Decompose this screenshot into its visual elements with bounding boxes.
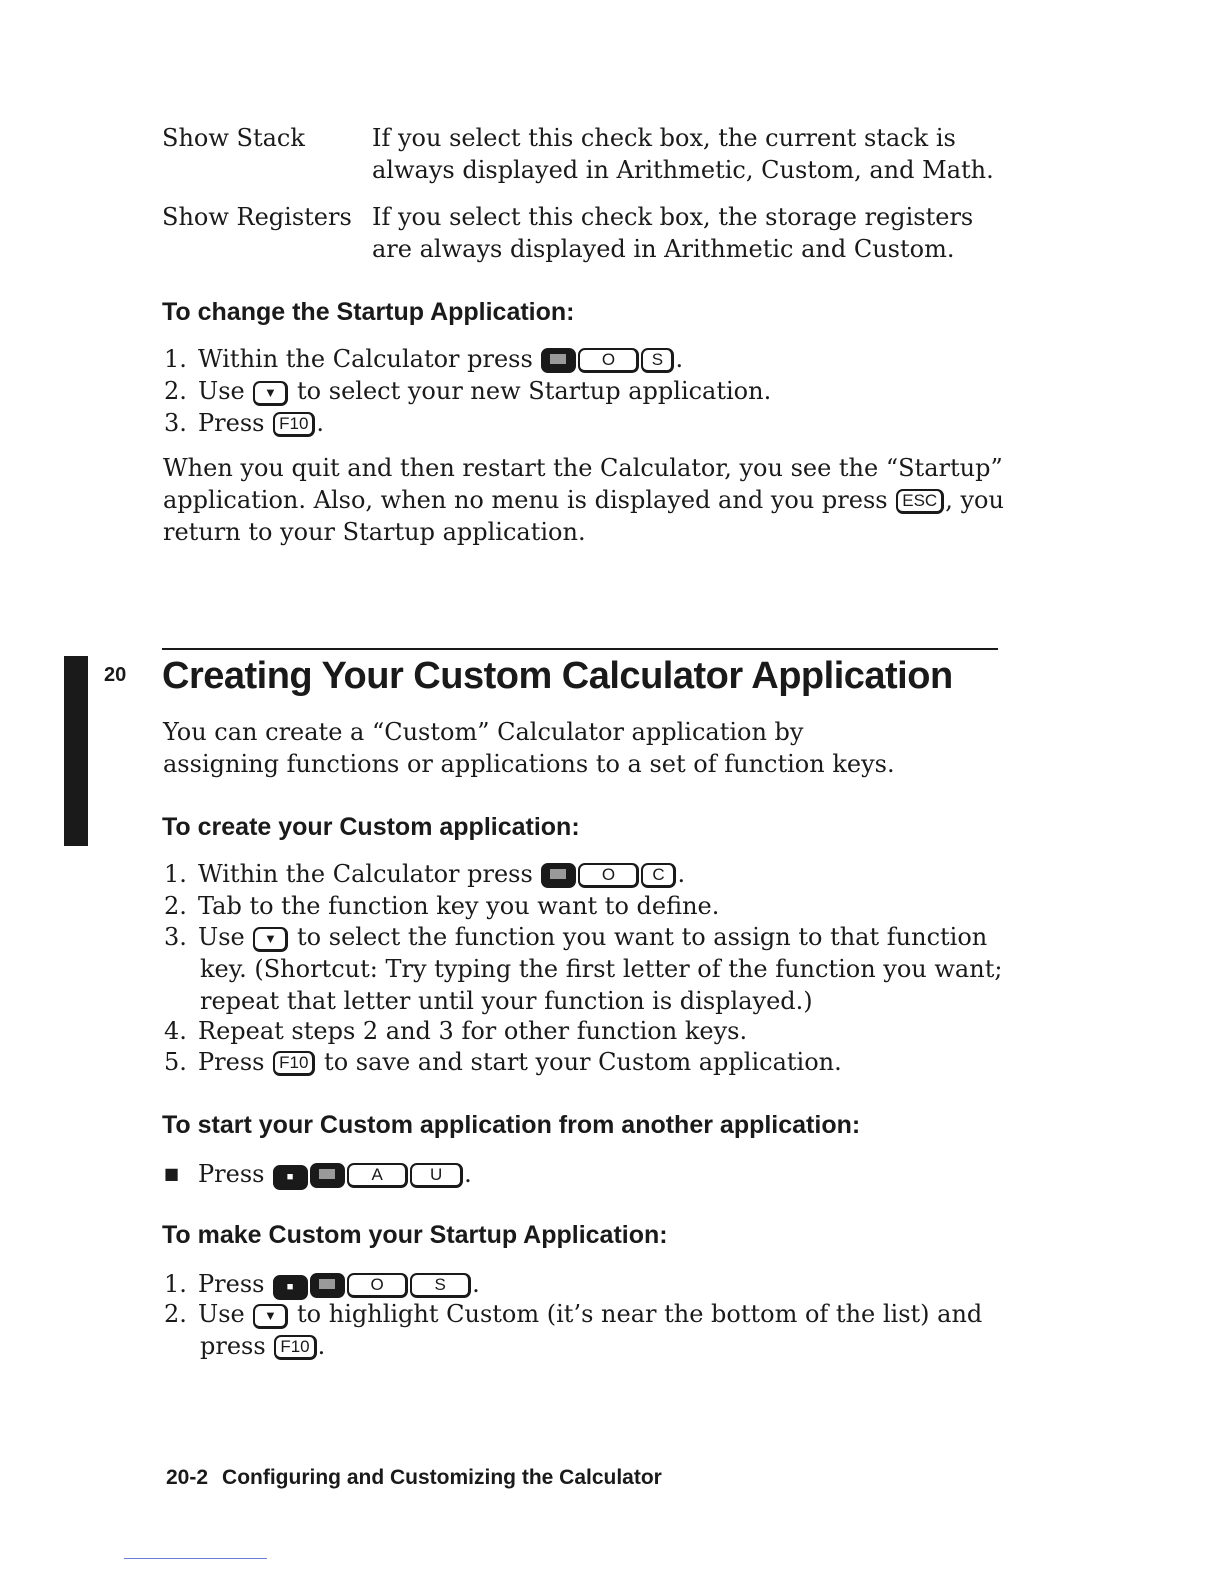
down-arrow-key-icon: ▼: [253, 381, 288, 406]
footer-title: Configuring and Customizing the Calculator: [222, 1466, 662, 1489]
chapter-title: Creating Your Custom Calculator Application: [162, 655, 953, 697]
term-show-stack: Show Stack: [162, 124, 305, 152]
key-f10: F10: [273, 412, 315, 437]
step-text: Press: [198, 1160, 265, 1188]
definition-show-stack: If you select this check box, the current stack is always displayed in Arithmetic, Custom, and Math.: [372, 124, 994, 184]
step-continuation: repeat that letter until your function is displayed.): [200, 987, 813, 1015]
menu-key-icon: [310, 1273, 345, 1298]
chapter-rule: [162, 648, 998, 650]
menu-key-icon: [541, 348, 576, 373]
key-f10: F10: [274, 1335, 316, 1360]
step-startup-2: [164, 375, 1004, 407]
step-number: 5.: [164, 1048, 187, 1076]
key-o: O: [347, 1273, 408, 1298]
bullet-start-custom: ■ Press ■ A U .: [164, 1160, 472, 1188]
step-make-1: 1. Press ■ O S .: [164, 1270, 480, 1298]
paragraph-text: , you return to your Startup application.: [163, 486, 1004, 546]
step-number: 1.: [164, 345, 187, 373]
down-arrow-key-icon: ▼: [253, 927, 288, 952]
step-number: 2.: [164, 1300, 187, 1328]
key-o: O: [578, 348, 639, 373]
step-continuation: key. (Shortcut: Try typing the first letter of the function you want;: [200, 955, 1003, 983]
paragraph-text: When you quit and then restart the Calculator, you see the “Startup” application. Also, when no menu is displayed and you press: [163, 454, 1003, 514]
key-c: C: [641, 863, 676, 888]
key-esc: ESC: [896, 489, 944, 514]
key-s: S: [410, 1273, 471, 1298]
step-startup-1: 1. Within the Calculator press O S .: [164, 345, 684, 373]
step-text: press: [200, 1332, 266, 1360]
step-create-5: [164, 1046, 1004, 1078]
bullet-icon: ■: [164, 1164, 180, 1183]
step-text: Within the Calculator press: [198, 345, 533, 373]
step-number: 4.: [164, 1017, 187, 1045]
step-number: 2.: [164, 892, 187, 920]
page-footer: [166, 1466, 662, 1490]
step-create-1: 1. Within the Calculator press O C .: [164, 860, 686, 888]
startup-paragraph: [163, 452, 1008, 548]
step-create-3: [164, 921, 1004, 1017]
step-number: 3.: [164, 923, 187, 951]
menu-key-icon: [541, 863, 576, 888]
step-create-4: [164, 1015, 1004, 1047]
step-create-2: [164, 890, 1004, 922]
step-number: 1.: [164, 1270, 187, 1298]
step-number: 3.: [164, 409, 187, 437]
step-text: to select the function you want to assign to that function: [297, 923, 988, 951]
heading-create-custom: To create your Custom application:: [162, 813, 580, 841]
key-a: A: [347, 1163, 408, 1188]
menu-key-icon: [310, 1163, 345, 1188]
heading-make-startup: To make Custom your Startup Application:: [162, 1221, 668, 1249]
heading-start-custom: To start your Custom application from another application:: [162, 1111, 861, 1139]
key-o: O: [578, 863, 639, 888]
term-show-registers: Show Registers: [162, 203, 352, 231]
step-number: 1.: [164, 860, 187, 888]
step-text: Press: [198, 1270, 265, 1298]
definition-show-registers: If you select this check box, the storage registers are always displayed in Arithmetic and Custom.: [372, 203, 974, 263]
blue-shift-key-icon: ■: [273, 1275, 308, 1300]
step-text: Tab to the function key you want to define.: [198, 892, 720, 920]
step-text: to select your new Startup application.: [297, 377, 772, 405]
step-continuation: press F10 .: [200, 1332, 326, 1360]
step-text: Use: [198, 1300, 245, 1328]
page-number: 20-2: [166, 1466, 209, 1489]
step-text: Repeat steps 2 and 3 for other function keys.: [198, 1017, 748, 1045]
down-arrow-key-icon: ▼: [253, 1304, 288, 1329]
chapter-intro: You can create a “Custom” Calculator application by assigning functions or applications to a set of function keys.: [163, 718, 895, 778]
step-number: 2.: [164, 377, 187, 405]
heading-change-startup: To change the Startup Application:: [162, 298, 575, 326]
step-text: to save and start your Custom application.: [324, 1048, 842, 1076]
scan-edge-line: [124, 1558, 267, 1559]
step-make-2: [164, 1298, 1004, 1362]
key-f10: F10: [273, 1051, 315, 1076]
blue-shift-key-icon: ■: [273, 1165, 308, 1190]
step-text: Use: [198, 377, 245, 405]
step-text: to highlight Custom (it’s near the bottom of the list) and: [297, 1300, 983, 1328]
chapter-number: 20: [104, 664, 127, 686]
chapter-tab-marker: [64, 656, 88, 846]
key-u: U: [410, 1163, 463, 1188]
step-text: Use: [198, 923, 245, 951]
key-s: S: [641, 348, 674, 373]
step-text: Press: [198, 1048, 265, 1076]
step-text: Within the Calculator press: [198, 860, 533, 888]
step-startup-3: 3. Press F10 .: [164, 409, 325, 437]
step-text: Press: [198, 409, 265, 437]
